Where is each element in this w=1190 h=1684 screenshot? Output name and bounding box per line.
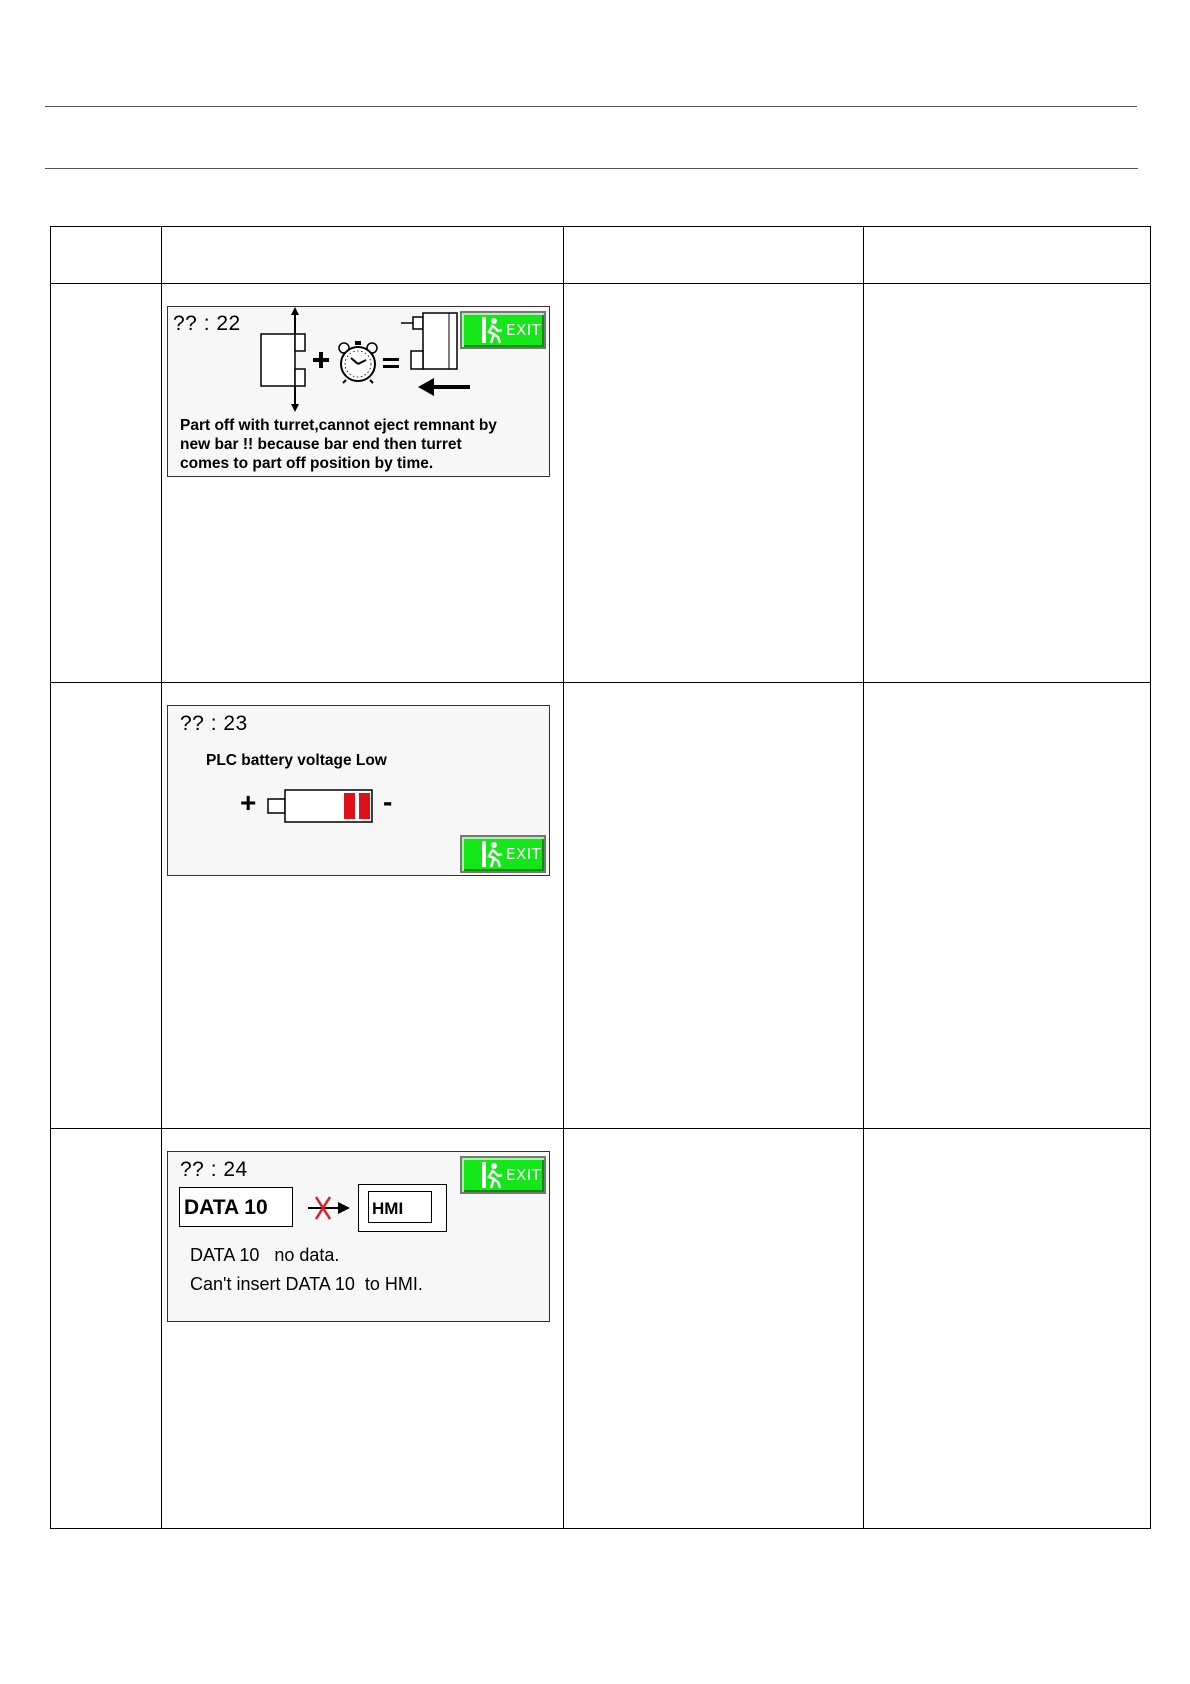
equals-icon: [383, 356, 399, 370]
left-arrow-icon: [418, 377, 472, 397]
row-divider: [51, 1128, 1150, 1129]
battery-low-icon: [267, 788, 373, 824]
alarm-message-line: DATA 10 no data.: [190, 1245, 340, 1265]
alarm-screen-24: [167, 1151, 550, 1322]
exit-label: EXIT: [506, 1166, 542, 1184]
header-rule-bottom: [45, 168, 1138, 169]
alarm-message: PLC battery voltage Low: [206, 752, 387, 769]
emergency-exit-icon: [482, 841, 504, 869]
blocked-transfer-arrow-icon: [306, 1194, 352, 1222]
hmi-inner-box: [368, 1191, 432, 1223]
emergency-exit-icon: [482, 1162, 504, 1190]
alarm-code: ?? : 23: [180, 712, 248, 735]
alarm-message-line: Can't insert DATA 10 to HMI.: [190, 1274, 423, 1294]
message-line: new bar !! because bar end then turret: [180, 436, 462, 453]
exit-label: EXIT: [506, 845, 542, 863]
alarm-message: [180, 416, 545, 473]
alarm-code: ?? : 22: [173, 312, 241, 335]
alarm-screen-22: [167, 306, 550, 477]
header-row-divider: [51, 283, 1150, 284]
row-divider: [51, 682, 1150, 683]
plus-icon: [312, 351, 330, 369]
battery-minus-sign: -: [383, 786, 393, 817]
column-divider: [563, 227, 564, 1528]
exit-label: EXIT: [506, 321, 542, 339]
hmi-label: HMI: [372, 1199, 404, 1218]
emergency-exit-icon: [482, 317, 504, 345]
data-source-box: [179, 1187, 293, 1227]
turret-part-off-icon: [401, 311, 461, 377]
column-divider: [863, 227, 864, 1528]
hmi-outer-box: [358, 1184, 447, 1232]
message-line: Part off with turret,cannot eject remnant by: [180, 417, 497, 434]
alarm-clock-icon: [336, 340, 380, 384]
exit-button[interactable]: [460, 835, 546, 873]
exit-button[interactable]: [460, 1156, 546, 1194]
alarm-code: ?? : 24: [180, 1158, 248, 1181]
column-divider: [161, 227, 162, 1528]
message-line: comes to part off position by time.: [180, 455, 434, 472]
header-rule-top: [45, 106, 1137, 107]
bar-remnant-icon: [251, 307, 311, 417]
exit-button[interactable]: [460, 311, 546, 349]
battery-plus-sign: +: [240, 787, 257, 818]
alarm-screen-23: [167, 705, 550, 876]
data-source-label: DATA 10: [184, 1196, 268, 1219]
